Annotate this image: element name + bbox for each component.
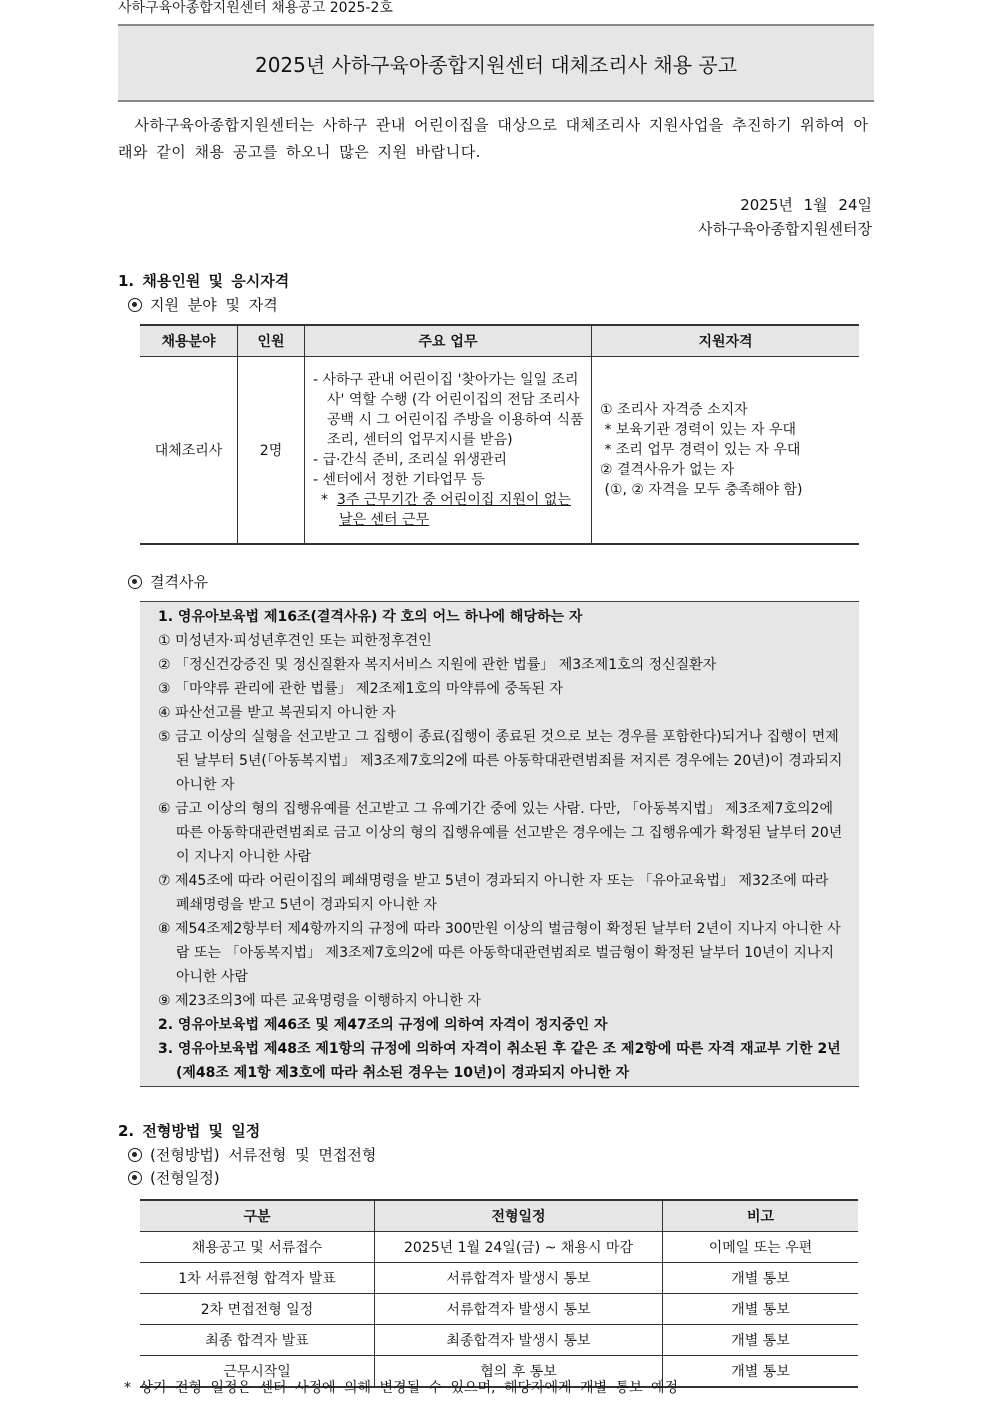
duty-note-mark: * [321, 492, 328, 508]
cell-schedule: 서류합격자 발생시 통보 [375, 1263, 663, 1294]
qualification-item: * 보육기관 경력이 있는 자 우대 [600, 422, 796, 438]
bullet-method [128, 1144, 376, 1165]
disq-item: 2. 영유아보육법 제46조 및 제47조의 규정에 의하여 자격이 정지중인 자 [158, 1017, 608, 1033]
qualification-item: * 조리 업무 경력이 있는 자 우대 [600, 442, 801, 458]
bullet-field [128, 294, 278, 315]
table-header-row [140, 325, 859, 357]
disq-subitem: ② 「정신건강증진 및 정신질환자 복지서비스 지원에 관한 법률」 제3조제1호의 정신질환자 [158, 657, 717, 673]
bullet-schedule [128, 1167, 220, 1188]
cell-remarks: 개별 통보 [663, 1263, 859, 1294]
table-row [140, 1294, 858, 1325]
bullet-schedule-text: (전형일정) [150, 1169, 220, 1187]
header-duties: 주요 업무 [305, 325, 592, 357]
disq-subitem: ③ 「마약류 관리에 관한 법률」 제2조제1호의 마약류에 중독된 자 [158, 681, 564, 697]
cell-duties [305, 357, 592, 545]
schedule-note: * 상기 전형 일정은 센터 사정에 의해 변경될 수 있으며, 해당자에게 개별 통보 예정 [124, 1380, 679, 1396]
table-row [140, 357, 859, 545]
disq-item: 1. 영유아보육법 제16조(결격사유) 각 호의 어느 하나에 해당하는 자 [158, 609, 583, 625]
bullet-disqualification [128, 571, 208, 592]
header-remarks: 비고 [663, 1200, 859, 1232]
cell-field: 대체조리사 [140, 357, 238, 545]
cell-category: 2차 면접전형 일정 [140, 1294, 375, 1325]
bullet-field-text: 지원 분야 및 자격 [150, 296, 278, 314]
header-schedule: 전형일정 [375, 1200, 663, 1232]
header-field: 채용분야 [140, 325, 238, 357]
table-row [140, 1232, 858, 1263]
disq-subitem: ⑧ 제54조제2항부터 제4항까지의 규정에 따라 300만원 이상의 벌금형이 확정된 날부터 2년이 지나지 아니한 사람 또는 「아동복지법」 제3조제7호의2에 따른 아동학대관련범죄로 벌금형이 확정된 날부터 10년이 지나지 아니한 사람 [158, 921, 841, 985]
circle-bullet-icon [128, 298, 142, 312]
duty-note-text: 3주 근무기간 중 어린이집 지원이 없는 날은 센터 근무 [336, 492, 571, 528]
table-row [140, 1263, 858, 1294]
cell-qualifications [592, 357, 860, 545]
section1-heading: 1. 채용인원 및 응시자격 [118, 272, 290, 290]
cell-schedule: 최종합격자 발생시 통보 [375, 1325, 663, 1356]
position-table [140, 324, 859, 545]
cell-schedule: 서류합격자 발생시 통보 [375, 1294, 663, 1325]
cell-category: 근무시작일 [140, 1356, 375, 1388]
disq-subitem: ④ 파산선고를 받고 복권되지 아니한 자 [158, 705, 396, 721]
table-header-row [140, 1200, 858, 1232]
announcement-date: 2025년 1월 24일 [740, 196, 872, 214]
issuer: 사하구육아종합지원센터장 [698, 220, 872, 238]
table-row [140, 1325, 858, 1356]
intro-text: 사하구육아종합지원센터는 사하구 관내 어린이집을 대상으로 대체조리사 지원사업을 추진하기 위하여 아래와 같이 채용 공고를 하오니 많은 지원 바랍니다. [118, 116, 869, 161]
page-title-text: 2025년 사하구육아종합지원센터 대체조리사 채용 공고 [254, 52, 738, 77]
cell-remarks: 개별 통보 [663, 1325, 859, 1356]
disq-subitem: ① 미성년자·피성년후견인 또는 피한정후견인 [158, 633, 432, 649]
disqualification-box [140, 601, 859, 1087]
duty-item: - 센터에서 정한 기타업무 등 [313, 472, 485, 488]
header-qualifications: 지원자격 [592, 325, 860, 357]
bullet-method-text: (전형방법) 서류전형 및 면접전형 [150, 1146, 377, 1164]
duty-note [313, 490, 585, 530]
duty-item: - 사하구 관내 어린이집 '찾아가는 일일 조리사' 역할 수행 (각 어린이집의 전담 조리사 공백 시 그 어린이집 주방을 이용하여 식품 조리, 센터의 업무지시를 받음) [313, 372, 584, 448]
disq-item: 3. 영유아보육법 제48조 제1항의 규정에 의하여 자격이 취소된 후 같은 조 제2항에 따른 자격 재교부 기한 2년(제48조 제1항 제3호에 따라 취소된 경우는 10년)이 경과되지 아니한 자 [158, 1041, 841, 1081]
header-category: 구분 [140, 1200, 375, 1232]
circle-bullet-icon [128, 1171, 142, 1185]
qualification-item: ② 결격사유가 없는 자 [600, 462, 735, 478]
cell-remarks: 개별 통보 [663, 1356, 859, 1388]
cell-schedule: 협의 후 통보 [375, 1356, 663, 1388]
cell-schedule: 2025년 1월 24일(금) ~ 채용시 마감 [375, 1232, 663, 1263]
qualification-item: ① 조리사 자격증 소지자 [600, 402, 748, 418]
cell-category: 최종 합격자 발표 [140, 1325, 375, 1356]
qualification-item: (①, ② 자격을 모두 충족해야 함) [600, 482, 803, 498]
header-count: 인원 [238, 325, 305, 357]
document-number: 사하구육아종합지원센터 채용공고 2025-2호 [118, 0, 393, 16]
section2-heading: 2. 전형방법 및 일정 [118, 1122, 261, 1140]
page-title [118, 24, 874, 102]
disq-subitem: ⑦ 제45조에 따라 어린이집의 폐쇄명령을 받고 5년이 경과되지 아니한 자 또는 「유아교육법」 제32조에 따라 폐쇄명령을 받고 5년이 경과되지 아니한 자 [158, 873, 829, 913]
disq-subitem: ⑥ 금고 이상의 형의 집행유예를 선고받고 그 유예기간 중에 있는 사람. 다만, 「아동복지법」 제3조제7호의2에 따른 아동학대관련범죄로 금고 이상의 형의 집행유예를 선고받은 경우에는 그 집행유예가 확정된 날부터 20년이 지나지 아니한 사람 [158, 801, 843, 865]
circle-bullet-icon [128, 575, 142, 589]
intro-paragraph [118, 112, 874, 166]
circle-bullet-icon [128, 1148, 142, 1162]
bullet-disqualification-text: 결격사유 [150, 573, 208, 591]
disq-subitem: ⑨ 제23조의3에 따른 교육명령을 이행하지 아니한 자 [158, 993, 481, 1009]
schedule-table [140, 1199, 858, 1388]
cell-category: 채용공고 및 서류접수 [140, 1232, 375, 1263]
cell-remarks: 이메일 또는 우편 [663, 1232, 859, 1263]
cell-count: 2명 [238, 357, 305, 545]
cell-category: 1차 서류전형 합격자 발표 [140, 1263, 375, 1294]
duty-item: - 급·간식 준비, 조리실 위생관리 [313, 452, 508, 468]
disq-subitem: ⑤ 금고 이상의 실형을 선고받고 그 집행이 종료(집행이 종료된 것으로 보는 경우를 포함한다)되거나 집행이 면제된 날부터 5년(「아동복지법」 제3조제7호의2에 따른 아동학대관련범죄를 저지른 경우에는 20년)이 경과되지 아니한 자 [158, 729, 843, 793]
cell-remarks: 개별 통보 [663, 1294, 859, 1325]
